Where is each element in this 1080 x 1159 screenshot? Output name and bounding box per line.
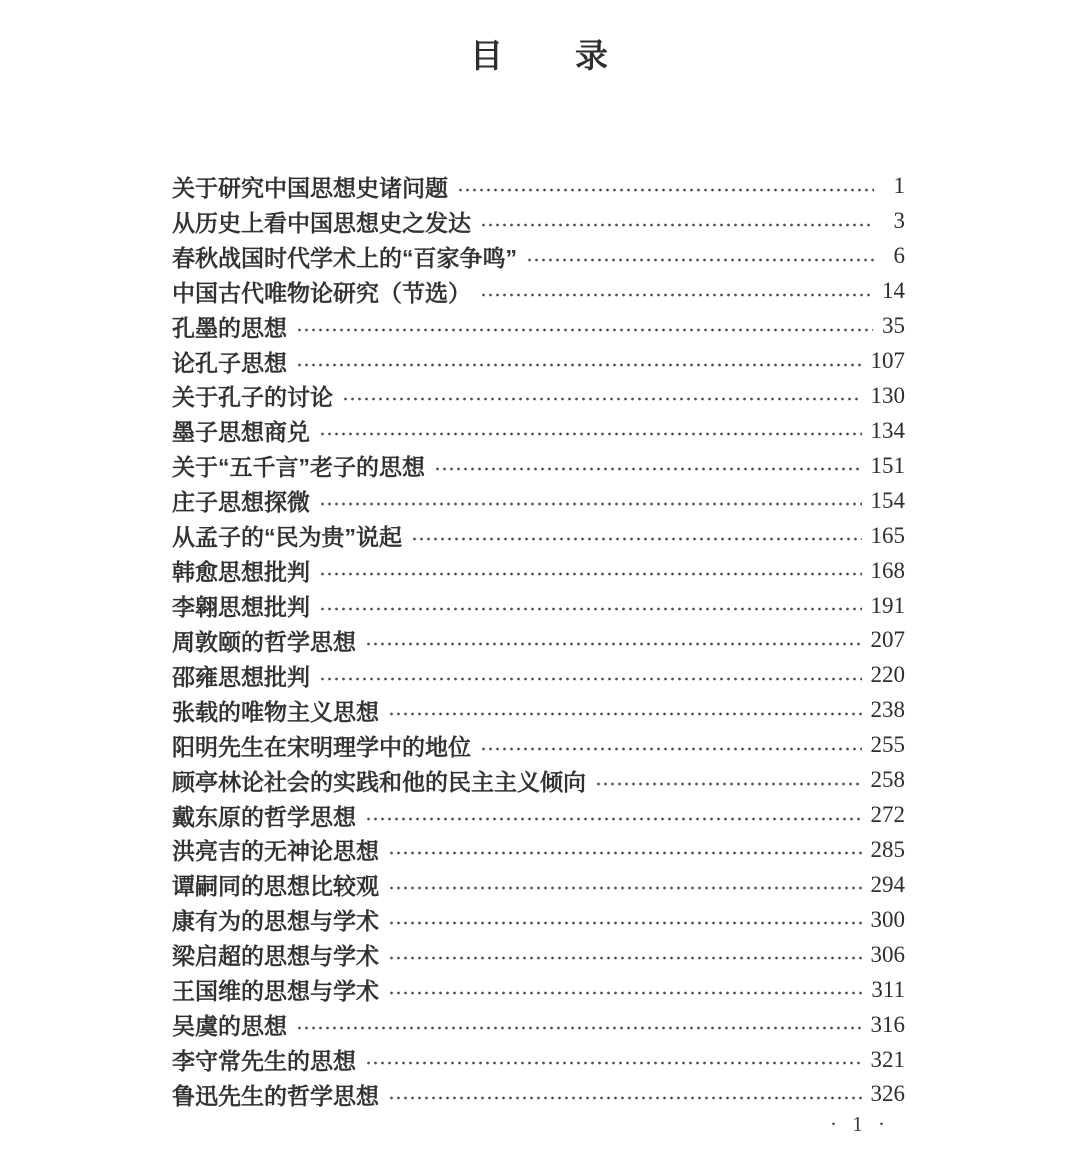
- dot-leader: [319, 413, 862, 448]
- toc-entry-title: 洪亮吉的无神论思想: [172, 838, 379, 865]
- toc-entry-title: 韩愈思想批判: [172, 559, 310, 586]
- toc-entry-title: 关于孔子的讨论: [172, 384, 333, 411]
- toc-entry-title: 李守常先生的思想: [172, 1048, 356, 1074]
- toc-entry: [172, 588, 905, 623]
- toc-entry-title: 春秋战国时代学术上的“百家争鸣”: [172, 244, 517, 271]
- toc-entry: [172, 623, 905, 658]
- toc-entry-page: 151: [870, 452, 905, 478]
- dot-leader: [365, 1042, 862, 1077]
- toc-entry-page: 300: [870, 906, 905, 932]
- toc-entry-title: 阳明先生在宋明理学中的地位: [172, 733, 471, 760]
- toc-entry-page: 168: [870, 557, 905, 583]
- toc-entry-title: 关于“五千言”老子的思想: [172, 454, 425, 481]
- dot-leader: [296, 309, 873, 344]
- toc-entry: [172, 169, 905, 204]
- toc-entry-title: 王国维的思想与学术: [172, 978, 379, 1005]
- page-number-footer: · 1 ·: [830, 1112, 890, 1136]
- dot-leader: [480, 274, 873, 309]
- toc-entry-title: 梁启超的思想与学术: [172, 943, 379, 970]
- toc-entry: [172, 1007, 905, 1042]
- toc-entry-title: 李翱思想批判: [172, 594, 310, 621]
- toc-entry-title: 周敦颐的哲学思想: [172, 628, 356, 655]
- toc-entry-page: 316: [870, 1011, 905, 1037]
- toc-entry-title: 谭嗣同的思想比较观: [172, 873, 379, 900]
- dot-leader: [388, 902, 862, 937]
- toc-entry-title: 孔墨的思想: [172, 314, 287, 341]
- toc-entry: [172, 763, 905, 798]
- toc-entry-page: 14: [882, 278, 905, 304]
- toc-entry-page: 285: [870, 836, 905, 862]
- toc-entry-title: 庄子思想探微: [172, 489, 310, 516]
- dot-leader: [480, 204, 874, 239]
- toc-entry-page: 191: [870, 592, 905, 618]
- toc-entry-page: 3: [893, 208, 905, 234]
- toc-entry-page: 35: [882, 313, 905, 339]
- dot-leader: [388, 693, 862, 728]
- toc-entry: [172, 448, 905, 483]
- toc-entry: [172, 867, 905, 902]
- dot-leader: [434, 448, 862, 483]
- toc-entry: [172, 972, 905, 1007]
- toc-entry-page: 134: [870, 417, 905, 443]
- toc-entry-page: 154: [870, 487, 905, 513]
- toc-entry-page: 326: [870, 1081, 905, 1107]
- toc-entry-title: 戴东原的哲学思想: [172, 803, 356, 830]
- toc-entry-page: 255: [870, 732, 905, 758]
- toc-entry-title: 吴虞的思想: [172, 1013, 287, 1040]
- dot-leader: [388, 833, 862, 868]
- toc-entry-title: 张载的唯物主义思想: [172, 698, 379, 725]
- dot-leader: [595, 763, 862, 798]
- dot-leader: [342, 379, 862, 414]
- toc-entry: [172, 413, 905, 448]
- toc-entry-page: 220: [870, 662, 905, 688]
- toc-entry: [172, 728, 905, 763]
- toc-entry: [172, 937, 905, 972]
- dot-leader: [480, 728, 862, 763]
- toc-entry: [172, 204, 905, 239]
- dot-leader: [319, 588, 862, 623]
- toc-entry-page: 165: [870, 522, 905, 548]
- dot-leader: [296, 344, 862, 379]
- toc-entry-title: 康有为的思想与学术: [172, 908, 379, 935]
- toc-entry: [172, 833, 905, 868]
- toc-entry-page: 311: [871, 976, 905, 1002]
- toc-entry-title: 中国古代唯物论研究（节选）: [172, 279, 471, 306]
- toc-entry-page: 294: [870, 871, 905, 897]
- toc-entry: [172, 553, 905, 588]
- toc-entry-title: 从历史上看中国思想史之发达: [172, 209, 471, 236]
- toc-entry: [172, 1042, 905, 1077]
- toc-entry-title: 论孔子思想: [172, 349, 287, 376]
- dot-leader: [365, 798, 862, 833]
- toc-entry-page: 107: [870, 348, 905, 374]
- toc-list: [172, 169, 905, 1112]
- toc-entry-page: 238: [870, 697, 905, 723]
- toc-entry: [172, 798, 905, 833]
- dot-leader: [526, 239, 874, 274]
- dot-leader: [388, 937, 862, 972]
- toc-entry-page: 130: [870, 382, 905, 408]
- toc-entry-page: 321: [870, 1046, 905, 1072]
- toc-entry-page: 306: [870, 941, 905, 967]
- toc-entry: [172, 1077, 905, 1112]
- toc-entry: [172, 483, 905, 518]
- toc-entry: [172, 344, 905, 379]
- dot-leader: [365, 623, 862, 658]
- dot-leader: [296, 1007, 862, 1042]
- toc-entry-page: 258: [870, 767, 905, 793]
- dot-leader: [388, 1077, 862, 1112]
- toc-entry-page: 1: [893, 173, 905, 199]
- toc-entry: [172, 274, 905, 309]
- toc-entry-title: 邵雍思想批判: [172, 663, 310, 690]
- toc-entry: [172, 693, 905, 728]
- dot-leader: [319, 658, 862, 693]
- toc-entry: [172, 379, 905, 414]
- toc-entry-page: 6: [893, 243, 905, 269]
- toc-entry: [172, 239, 905, 274]
- toc-entry-title: 鲁迅先生的哲学思想: [172, 1082, 379, 1109]
- toc-entry-page: 207: [870, 627, 905, 653]
- page-title: 目 录: [470, 37, 610, 74]
- dot-leader: [388, 867, 862, 902]
- toc-entry: [172, 658, 905, 693]
- toc-entry: [172, 518, 905, 553]
- toc-entry-title: 关于研究中国思想史诸问题: [172, 174, 448, 201]
- dot-leader: [319, 553, 862, 588]
- toc-entry-title: 从孟子的“民为贵”说起: [172, 524, 402, 551]
- dot-leader: [457, 169, 874, 204]
- toc-entry: [172, 902, 905, 937]
- toc-entry-title: 顾亭林论社会的实践和他的民主主义倾向: [172, 768, 586, 795]
- toc-entry-title: 墨子思想商兑: [172, 419, 310, 446]
- toc-entry-page: 272: [870, 802, 905, 828]
- dot-leader: [388, 972, 862, 1007]
- dot-leader: [319, 483, 862, 518]
- dot-leader: [411, 518, 862, 553]
- toc-entry: [172, 309, 905, 344]
